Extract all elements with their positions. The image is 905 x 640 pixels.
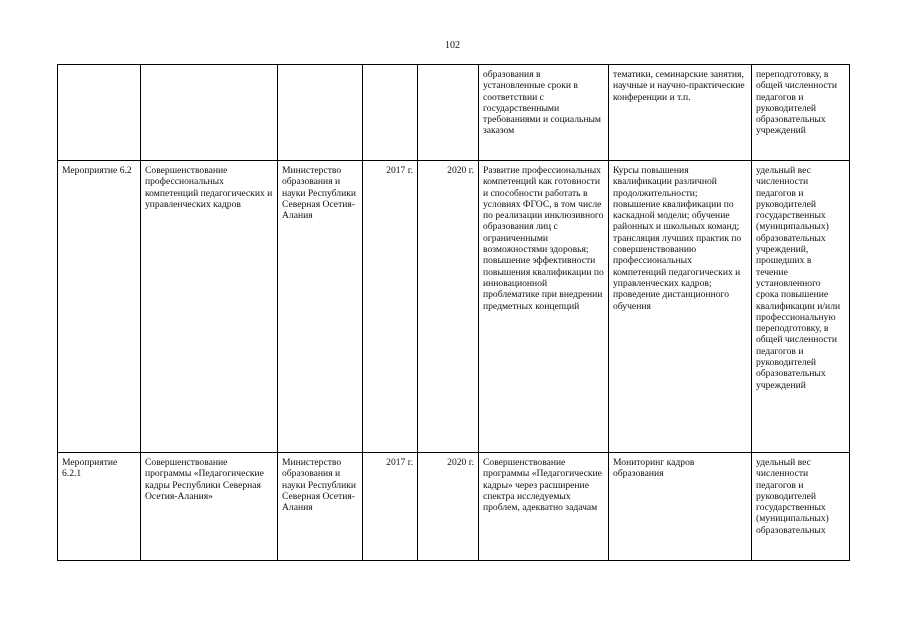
activity-name-cell: Совершенствование профессиональных компетенций педагогических и управленческих кадров [141,161,278,453]
event-cell: Мероприятие 6.2.1 [58,453,141,561]
expected-result-cell: образования в установленные сроки в соответствии с государственными требованиями и социальным заказом [479,65,609,161]
executor-cell: Министерство образования и науки Республики Северная Осетия-Алания [278,161,363,453]
start-year-cell: 2017 г. [363,453,418,561]
start-year-cell: 2017 г. [363,161,418,453]
main-directions-cell: Мониторинг кадров образования [609,453,752,561]
event-cell: Мероприятие 6.2 [58,161,141,453]
event-cell [58,65,141,161]
executor-cell [278,65,363,161]
start-year-cell [363,65,418,161]
table-row [58,161,850,453]
end-year-cell [418,65,479,161]
indicator-cell: удельный вес численности педагогов и руководителей государственных (муниципальных) образовательных учреждений, прошедших в течение установленного срока повышение квалификации и/или профессиональную переподготовку, в общей численности педагогов и руководителей образовательных учреждений [752,161,850,453]
activity-name-cell: Совершенствование программы «Педагогические кадры Республики Северная Осетия-Алания» [141,453,278,561]
table-row [58,65,850,161]
indicator-cell: удельный вес численности педагогов и руководителей государственных (муниципальных) образовательных [752,453,850,561]
expected-result-cell: Совершенствование программы «Педагогические кадры» через расширение спектра исследуемых проблем, адекватно задачам [479,453,609,561]
table-row [58,453,850,561]
expected-result-cell: Развитие профессиональных компетенций как готовности и способности работать в условиях ФГОС, в том числе по реализации инклюзивного образования лиц с ограниченными возможностями здоровья; повышение эффективности повышения квалификации по инновационной проблематике при внедрении предметных концепций [479,161,609,453]
indicator-cell: переподготовку, в общей численности педагогов и руководителей образовательных учреждений [752,65,850,161]
page-number: 102 [445,40,460,51]
main-directions-cell: Курсы повышения квалификации различной продолжительности; повышение квалификации по каскадной модели; обучение районных и школьных команд; трансляция лучших практик по совершенствованию профессиональных компетенций педагогических и управленческих кадров; проведение дистанционного обучения [609,161,752,453]
end-year-cell: 2020 г. [418,453,479,561]
end-year-cell: 2020 г. [418,161,479,453]
activities-table [57,64,850,561]
executor-cell: Министерство образования и науки Республики Северная Осетия-Алания [278,453,363,561]
main-directions-cell: тематики, семинарские занятия, научные и научно-практические конференции и т.п. [609,65,752,161]
activity-name-cell [141,65,278,161]
